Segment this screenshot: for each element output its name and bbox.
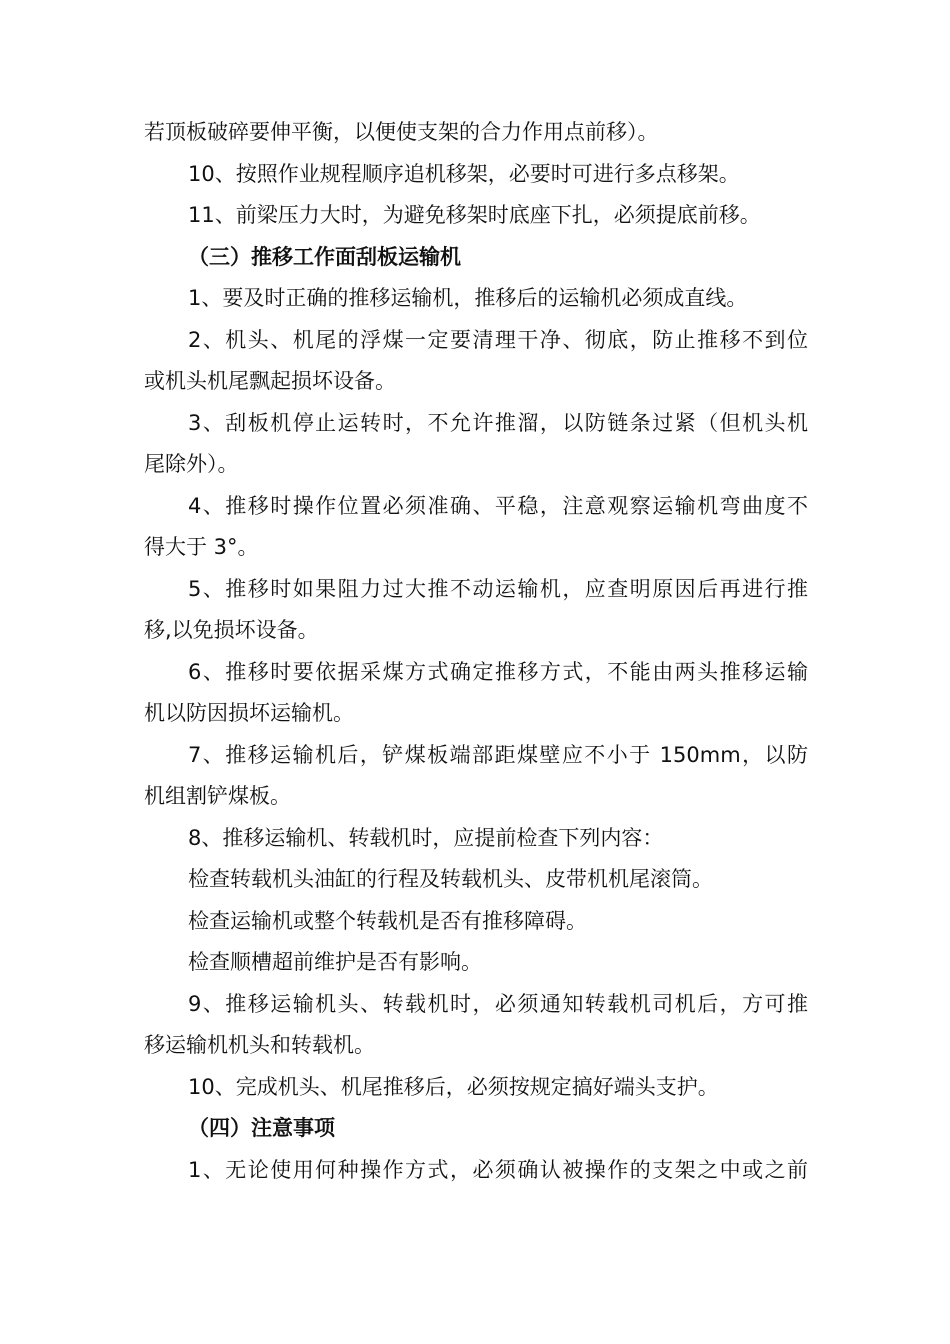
check-item-3: 检查顺槽超前维护是否有影响。 xyxy=(188,950,482,974)
paragraph-item-5-cont: 移,以免损坏设备。 xyxy=(144,618,319,642)
paragraph-item-5: 5、推移时如果阻力过大推不动运输机，应查明原因后再进行推 xyxy=(188,576,808,601)
paragraph-item-9-cont: 移运输机机头和转载机。 xyxy=(144,1033,375,1057)
paragraph-item-3-cont: 尾除外）。 xyxy=(144,452,239,476)
section-heading-4: （四）注意事项 xyxy=(188,1116,335,1140)
paragraph-item-2: 2、机头、机尾的浮煤一定要清理干净、彻底，防止推移不到位 xyxy=(188,327,808,352)
paragraph-item-1: 1、要及时正确的推移运输机，推移后的运输机必须成直线。 xyxy=(188,286,748,310)
paragraph-item-8: 8、推移运输机、转载机时，应提前检查下列内容： xyxy=(188,825,664,850)
check-item-2: 检查运输机或整个转载机是否有推移障碍。 xyxy=(188,908,587,933)
paragraph-item-7-cont: 机组割铲煤板。 xyxy=(144,784,291,808)
paragraph-item-6-cont: 机以防因损坏运输机。 xyxy=(144,701,354,725)
paragraph-item-4: 4、推移时操作位置必须准确、平稳，注意观察运输机弯曲度不 xyxy=(188,493,808,518)
paragraph-item-10: 10、按照作业规程顺序追机移架，必要时可进行多点移架。 xyxy=(188,161,740,186)
paragraph-item-7: 7、推移运输机后，铲煤板端部距煤壁应不小于 150mm，以防 xyxy=(188,742,808,767)
paragraph-item-4-cont: 得大于 3°。 xyxy=(144,535,259,559)
paragraph-item-10b: 10、完成机头、机尾推移后，必须按规定搞好端头支护。 xyxy=(188,1074,719,1099)
section-heading-3: （三）推移工作面刮板运输机 xyxy=(188,244,461,269)
paragraph-notice-1: 1、无论使用何种操作方式，必须确认被操作的支架之中或之前 xyxy=(188,1157,808,1182)
paragraph-item-9: 9、推移运输机头、转载机时，必须通知转载机司机后，方可推 xyxy=(188,991,808,1016)
paragraph-item-2-cont: 或机头机尾飘起损坏设备。 xyxy=(144,369,396,393)
paragraph-item-11: 11、前梁压力大时，为避免移架时底座下扎，必须提底前移。 xyxy=(188,203,761,227)
paragraph-item-3: 3、刮板机停止运转时，不允许推溜，以防链条过紧（但机头机 xyxy=(188,410,808,435)
paragraph-line-continuation: 若顶板破碎要伸平衡，以便使支架的合力作用点前移）。 xyxy=(144,120,659,144)
check-item-1: 检查转载机头油缸的行程及转载机头、皮带机机尾滚筒。 xyxy=(188,867,713,891)
document-body xyxy=(144,112,808,1191)
paragraph-item-6: 6、推移时要依据采煤方式确定推移方式，不能由两头推移运输 xyxy=(188,659,808,684)
